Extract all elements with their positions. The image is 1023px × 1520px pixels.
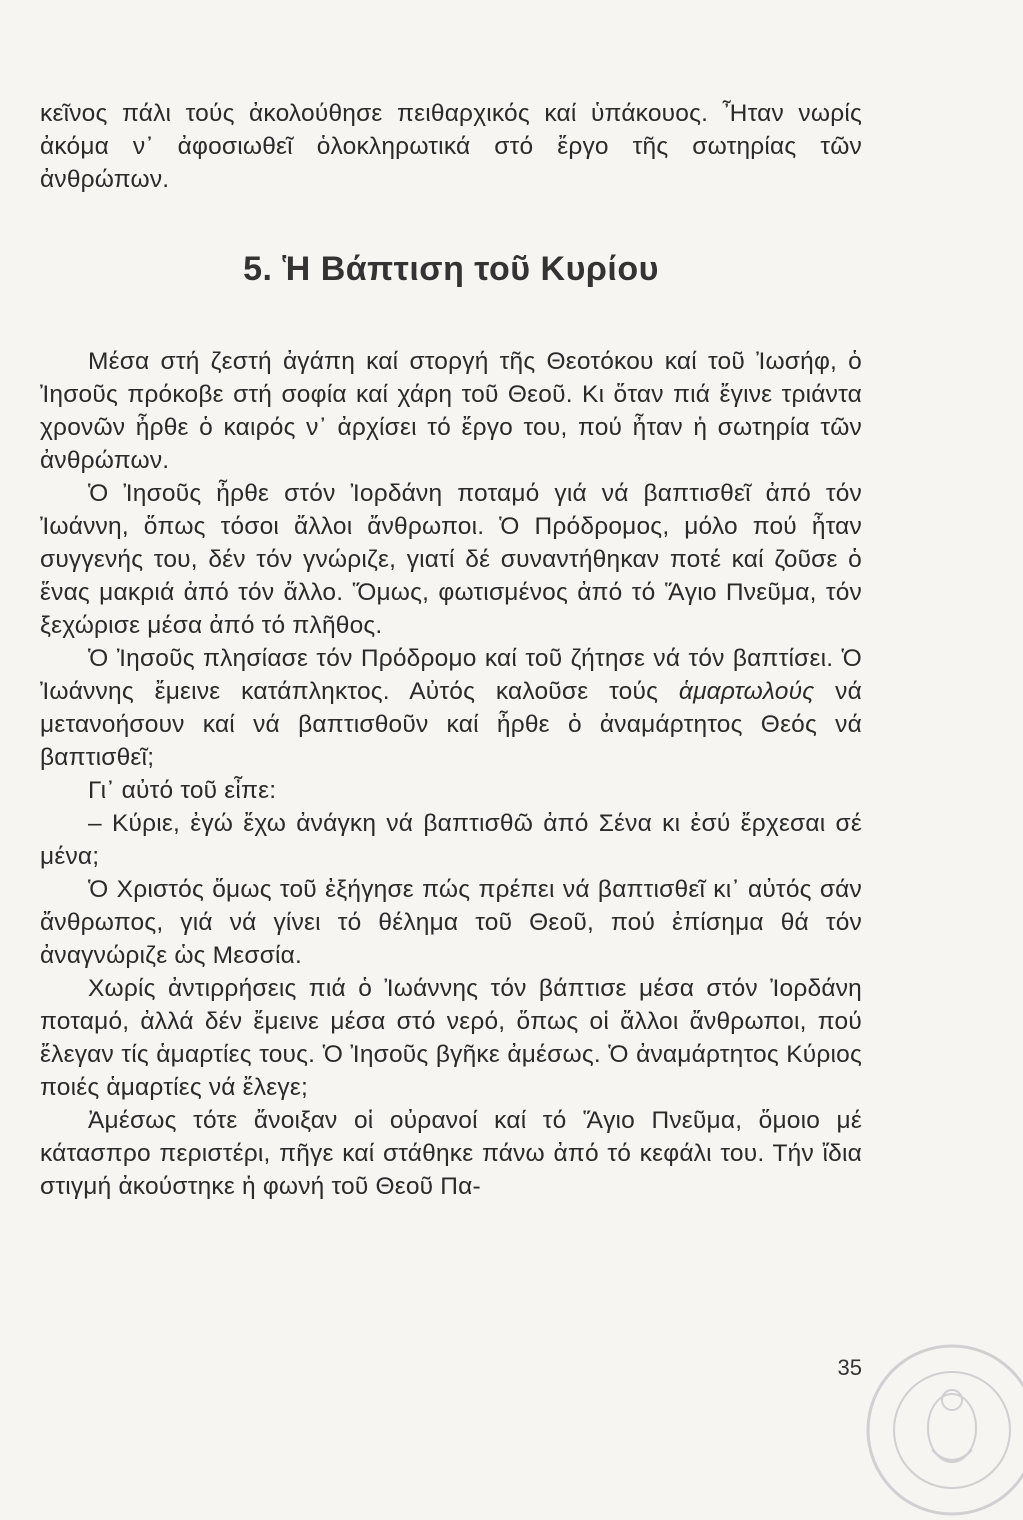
italic-word: ἁμαρτωλούς: [678, 678, 815, 705]
page-number: 35: [837, 1355, 862, 1380]
paragraph: Μέσα στή ζεστή ἀγάπη καί στοργή τῆς Θεοτόκου καί τοῦ Ἰωσήφ, ὁ Ἰησοῦς πρόκοβε στή σοφία καί χάρη τοῦ Θεοῦ. Κι ὅταν πιά ἔγινε τριάντα χρονῶν ἦρθε ὁ καιρός ν᾽ ἀρχίσει τό ἔργο του, πού ἦταν ἡ σωτηρία τῶν ἀνθρώπων.: [40, 348, 862, 474]
library-seal-stamp-icon: [862, 1340, 1023, 1520]
paragraph-sinners: [40, 642, 862, 774]
paragraph-continuation: κεῖνος πάλι τούς ἀκολούθησε πειθαρχικός καί ὑπάκουος. Ἦταν νωρίς ἀκόμα ν᾽ ἀφοσιωθεῖ ὁλοκληρωτικά στό ἔργο τῆς σωτηρίας τῶν ἀνθρώπων.: [40, 100, 862, 193]
paragraph: Χωρίς ἀντιρρήσεις πιά ὁ Ἰωάννης τόν βάπτισε μέσα στόν Ἰορδάνη ποταμό, ἀλλά δέν ἔμεινε μέσα στό νερό, ὅπως οἱ ἄλλοι ἄνθρωποι, πού ἔλεγαν τίς ἁμαρτίες τους. Ὁ Ἰησοῦς βγῆκε ἀμέσως. Ὁ ἀναμάρτητος Κύριος ποιές ἁμαρτίες νά ἔλεγε;: [40, 975, 862, 1101]
paragraph-part: νά μετανοήσουν καί νά βαπτισθοῦν καί ἦρθε ὁ ἀναμάρτητος Θεός νά βαπτισθεῖ;: [40, 678, 862, 771]
section-title: 5. Ἡ Βάπτιση τοῦ Κυρίου: [243, 250, 659, 288]
paragraph: Ὁ Χριστός ὅμως τοῦ ἐξήγησε πώς πρέπει νά βαπτισθεῖ κι᾽ αὐτός σάν ἄνθρωπος, γιά νά γίνει τό θέλημα τοῦ Θεοῦ, πού ἐπίσημα θά τόν ἀναγνώριζε ὡς Μεσσία.: [40, 876, 862, 969]
paragraph: Ὁ Ἰησοῦς ἦρθε στόν Ἰορδάνη ποταμό γιά νά βαπτισθεῖ ἀπό τόν Ἰωάννη, ὅπως τόσοι ἄλλοι ἄνθρωποι. Ὁ Πρόδρομος, μόλο πού ἦταν συγγενής του, δέν τόν γνώριζε, γιατί δέ συναντήθηκαν ποτέ καί ζοῦσε ὁ ἕνας μακριά ἀπό τόν ἄλλο. Ὅμως, φωτισμένος ἀπό τό Ἅγιο Πνεῦμα, τόν ξεχώρισε μέσα ἀπό τό πλῆθος.: [40, 480, 862, 639]
dialogue-line: – Κύριε, ἐγώ ἔχω ἀνάγκη νά βαπτισθῶ ἀπό Σένα κι ἐσύ ἔρχεσαι σέ μένα;: [40, 810, 862, 870]
body-text: [40, 345, 862, 1203]
paragraph-part: Ὁ Ἰησοῦς πλησίασε τόν Πρόδρομο καί τοῦ ζήτησε νά τόν βαπτίσει. Ὁ Ἰωάννης ἔμεινε κατάπληκτος. Αὐτός καλοῦσε τούς: [40, 645, 862, 705]
paragraph: Ἀμέσως τότε ἄνοιξαν οἱ οὐρανοί καί τό Ἅγιο Πνεῦμα, ὅμοιο μέ κάτασπρο περιστέρι, πῆγε καί στάθηκε πάνω ἀπό τό κεφάλι του. Τήν ἴδια στιγμή ἀκούστηκε ἡ φωνή τοῦ Θεοῦ Πα-: [40, 1107, 862, 1200]
paragraph: Γι᾽ αὐτό τοῦ εἶπε:: [88, 777, 277, 804]
continued-paragraph: [40, 97, 862, 196]
